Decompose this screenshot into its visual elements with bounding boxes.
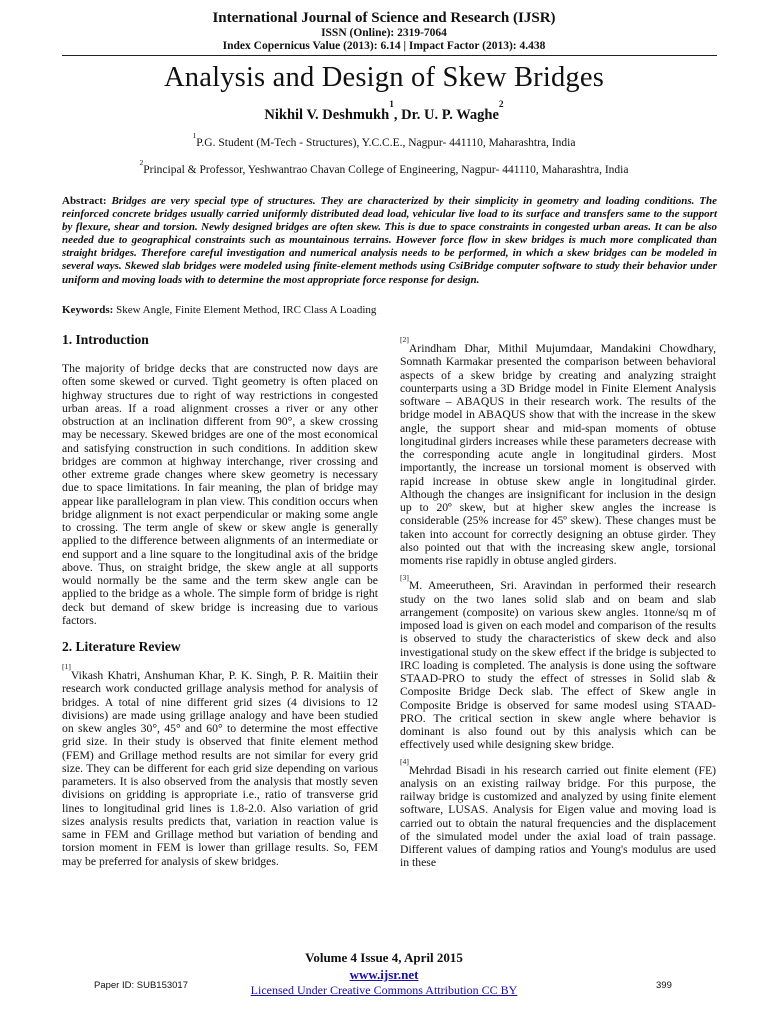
ref-marker-1: [1]	[62, 662, 71, 672]
affiliation-2-sup: 2	[139, 157, 144, 167]
ref-text-4: Mehrdad Bisadi in his research carried out finite element (FE) analysis on an existing railway bridge. For this purpose, the railway bridge is customized and analyzed by using finite element software, LUSAS. Analysis for Eigen value and moving load is carried out to obtain the natural frequencies and the displacement of the simulated model under the axial load of train passage. Different values of damping ratios and Young's modulus are used in these	[400, 763, 716, 870]
left-column	[62, 332, 378, 880]
affiliation-1-text: P.G. Student (M-Tech - Structures), Y.C.C.E., Nagpur- 441110, Maharashtra, India	[196, 137, 576, 149]
journal-index: Index Copernicus Value (2013): 6.14 | Impact Factor (2013): 4.438	[222, 40, 546, 52]
section-heading-introduction: 1. Introduction	[62, 332, 149, 347]
journal-issn: ISSN (Online): 2319-7064	[321, 27, 447, 39]
affiliation-2	[0, 157, 768, 176]
reference-paragraph-4	[400, 756, 716, 870]
abstract-text: Bridges are very special type of structures. They are characterized by their simplicity in geometry and loading conditions. The reinforced concrete bridges usually carried uniformly distributed dead load, vehicular live load to its surface and transfers same to the support by flexure, shear and torsion. Newly designed bridges are often skew. This is due to space constraints in congested urban areas. It can be also needed due to geographical constraints such as mountainous terrains. However force flow in skew bridges is much more complicated than straight bridges. Therefore careful investigation and numerical analysis needs to be performed, in which a skew bridges can be modeled in several ways. Skewed slab bridges were modeled using finite-element methods using CsiBridge computer software to study their behavior under uniform and moving loads with to determine the most appropriate force response for design.	[62, 195, 717, 286]
reference-paragraph-1	[62, 662, 378, 868]
affiliation-2-text: Principal & Professor, Yeshwantrao Chavan College of Engineering, Nagpur- 441110, Maharashtra, India	[143, 164, 629, 176]
header-rule	[62, 55, 717, 56]
author-2: Dr. U. P. Waghe	[401, 107, 499, 123]
affiliation-1	[0, 130, 768, 149]
author-2-sup: 2	[498, 100, 504, 111]
ref-text-3: M. Ameerutheen, Sri. Aravindan in performed their research study on the two lanes solid slab and on beam and slab arrangement (composite) on various skew angles. 1tonne/sq m of imposed load is given on each model and comparison of the results is observed to study the characteristics of skew deck and also investigational study on the skew effect if the bridge is subjected to IRC loading is completed. The analysis is done using the software STAAD-PRO to study the effect of stresses in Solid slab & Composite Bridge Deck slab. The effect of Skew angle in Composite Bridge is observed for same modesl using STAAD-PRO. The critical section in skew angle where behavior is dominant is also found out by this analysis which can be effectively used while designing skew bridge.	[400, 579, 716, 752]
keywords-text: Skew Angle, Finite Element Method, IRC Class A Loading	[113, 304, 377, 316]
ref-marker-2: [2]	[400, 335, 409, 345]
abstract	[62, 195, 717, 287]
author-1-sup: 1	[389, 100, 394, 111]
paper-title: Analysis and Design of Skew Bridges	[164, 62, 604, 93]
ref-marker-4: [4]	[400, 756, 409, 766]
page-number: 399	[656, 980, 672, 991]
authors	[0, 100, 768, 124]
reference-paragraph-3	[400, 572, 716, 752]
keywords-label: Keywords:	[62, 304, 114, 316]
journal-name: International Journal of Science and Research (IJSR)	[212, 10, 556, 26]
section-heading-literature-review: 2. Literature Review	[62, 639, 181, 654]
author-1: Nikhil V. Deshmukh	[264, 107, 390, 123]
reference-paragraph-2	[400, 335, 716, 567]
introduction-paragraph: The majority of bridge decks that are constructed now days are often some skewed or curved. Tight geometry is often placed on highway structures due to right of way restrictions in congested urban areas. If a road alignment crosses a river or any other obstruction at an inclination different from 90°, a skew crossing may be necessary. Skewed bridges are one of the most economical and satisfying construction in such conditions. In addition skew bridges are common at highway interchange, river crossing and other extreme grade changes where skew geometry is necessary due to space limitations. In fair meaning, the plan of bridge may appear like parallelogram in plan view. This condition occurs when bridge alignment is not exact perpendicular or making some angle to crossing. The term angle of skew or skew angle is generally applied to the difference between alignments of an intermediate or end support and a line square to the longitudinal axis of the bridge above. Thus, on straight bridge, the skew angle at all supports would normally be the same and the term skew angle can be applied to the bridge as a whole. The simple form of bridge is right deck but demand of skew bridge is increasing due to various factors.	[62, 362, 378, 627]
keywords	[62, 304, 717, 316]
abstract-label: Abstract:	[62, 195, 112, 207]
affiliation-1-sup: 1	[192, 130, 197, 140]
ref-marker-3: [3]	[400, 572, 409, 582]
author-separator: ,	[393, 107, 402, 123]
ref-text-1: Vikash Khatri, Anshuman Khar, P. K. Singh, P. R. Maitiin their research work conducted grillage analysis method for analysis of bridges. A total of nine different grid sizes (4 divisions to 12 divisions) are made using grillage analogy and have been studied on skew angles 30°, 45° and 60° to determine the most effective grid size. In their study is observed that finite element method (FEM) and Grillage method results are not similar for every grid size. They can be different for each grid size depending on various parameters. It is also observed from the analysis that mostly seven divisions on gridding is appropriate i.e., ratio of transverse grid lines to longitudinal grid lines is 1.8-2.0. Also variation of grid sizes analysis results predicts that, variation in reaction value is same in FEM and Grillage method but variation of bending and torsion moment in FEM is lower than grillage results. So, FEM may be preferred for analysis of skew bridges.	[62, 669, 378, 868]
paper-id: Paper ID: SUB153017	[94, 980, 189, 991]
footer-volume: Volume 4 Issue 4, April 2015	[305, 950, 463, 965]
footer-website-link[interactable]: www.ijsr.net	[349, 967, 419, 982]
right-column	[400, 335, 716, 882]
footer-license-link[interactable]: Licensed Under Creative Commons Attribution CC BY	[250, 983, 518, 997]
ref-text-2: Arindham Dhar, Mithil Mujumdaar, Mandakini Chowdhary, Somnath Karmakar presented the comparison between behavioral aspects of a skew bridge by creating and analyzing straight counterparts using a 3D Bridge model in Finite Element Analysis software – ABAQUS in their research work. The results of the bridge model in ABAQUS show that with the increase in the skew angle, the support shear and mid-span moments of obtuse longitudinal girders increases while these parameters decrease with the corresponding acute angle in longitudinal girders. Most importantly, the increase un torsional moment is observed with rapid increase in obtuse skew angle in longitudinal girder. Although the changes are insignificant for inclusion in the design up to 20º skew, but at higher skew angles the increase is considerable (25% increase for 45º skew). These changes must be taken into account for correctly designing an obtuse girder. They also pointed out that with the increasing skew angle, torsional moments rise rapidly in obtuse angled girders.	[400, 342, 716, 567]
